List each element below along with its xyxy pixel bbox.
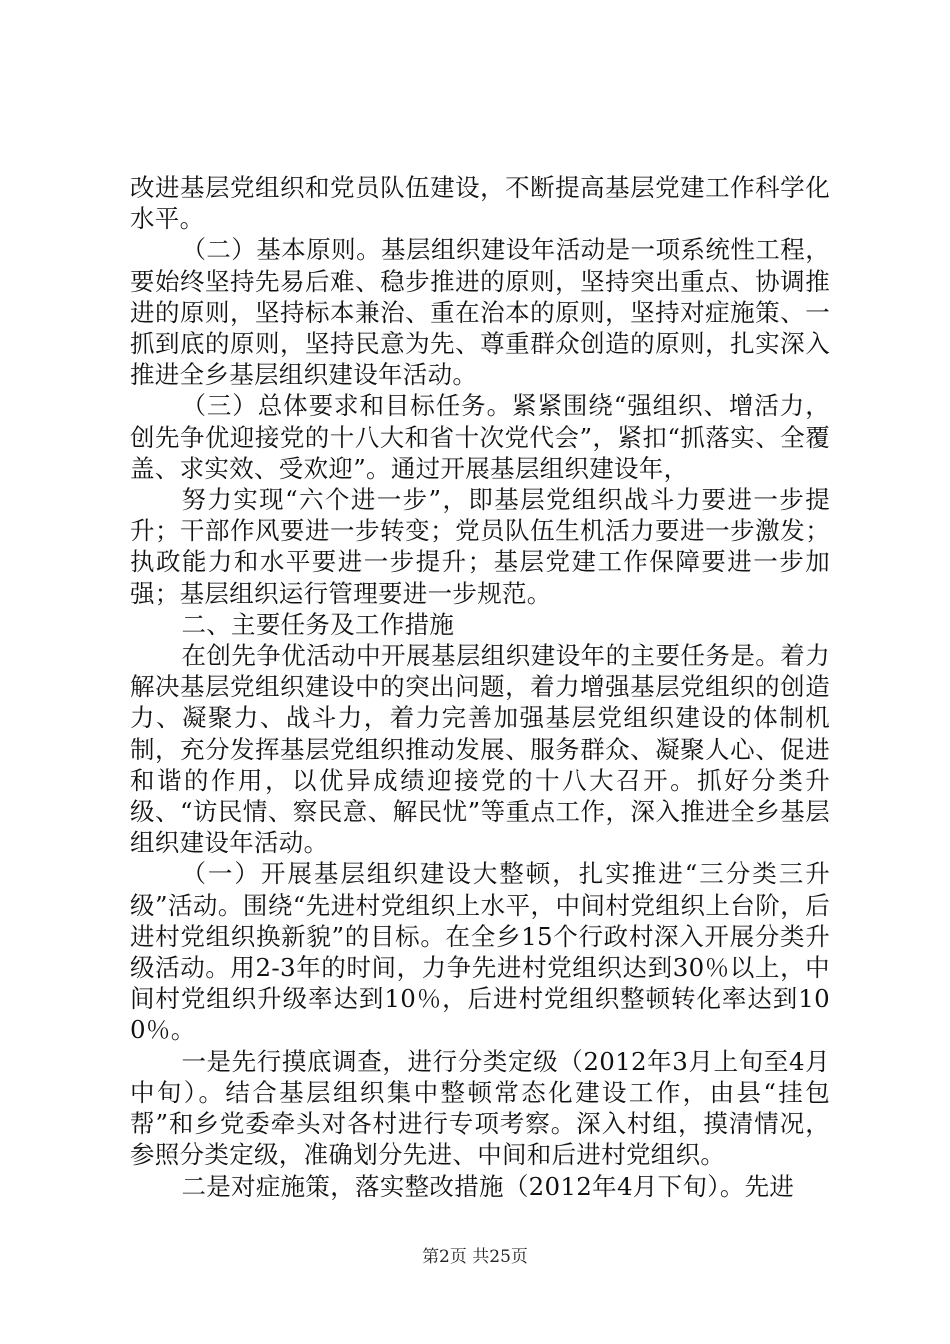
section-heading-main-tasks: 二、主要任务及工作措施 <box>181 609 455 639</box>
paragraph-continuation: 改进基层党组织和党员队伍建设，不断提高基层党建工作科学化水平。 <box>130 173 830 234</box>
paragraph-main-tasks: 在创先争优活动中开展基层组织建设年的主要任务是。着力解决基层党组织建设中的突出问题，着力增强基层党组织的创造力、凝聚力、战斗力，着力完善加强基层党组织建设的体制机制，充分发挥基层党组织推动发展、服务群众、凝聚人心、促进和谐的作用，以优异成绩迎接党的十八大召开。抓好分类升级、“访民情、察民意、解民忧”等重点工作，深入推进全乡基层组织建设年活动。 <box>130 641 830 858</box>
document-body <box>130 172 830 1202</box>
paragraph-survey-step: 一是先行摸底调查，进行分类定级（2012年3月上旬至4月中旬）。结合基层组织集中整顿常态化建设工作，由县“挂包帮”和乡党委牵头对各村进行专项考察。深入村组，摸清情况，参照分类定级，准确划分先进、中间和后进村党组织。 <box>130 1046 831 1170</box>
page-number-footer: 第2页 共25页 <box>422 1247 528 1267</box>
paragraph-basic-principles: （二）基本原则。基层组织建设年活动是一项系统性工程，要始终坚持先易后难、稳步推进的原则，坚持突出重点、协调推进的原则，坚持标本兼治、重在治本的原则，坚持对症施策、一抓到底的原则，坚持民意为先、尊重群众创造的原则，扎实深入推进全乡基层组织建设年活动。 <box>130 235 830 390</box>
paragraph-measures-step: 二是对症施策，落实整改措施（2012年4月下旬）。先进 <box>181 1171 795 1201</box>
paragraph-rectification: （一）开展基层组织建设大整顿，扎实推进“三分类三升级”活动。围绕“先进村党组织上水平，中间村党组织上台阶，后进村党组织换新貌”的目标。在全乡15个行政村深入开展分类升级活动。用2-3年的时间，力争先进村党组织达到30％以上，中间村党组织升级率达到10％，后进村党组织整顿转化率达到100％。 <box>130 859 830 1045</box>
paragraph-six-improvements: 努力实现“六个进一步”，即基层党组织战斗力要进一步提升；干部作风要进一步转变；党员队伍生机活力要进一步激发；执政能力和水平要进一步提升；基层党建工作保障要进一步加强；基层组织运行管理要进一步规范。 <box>130 485 830 608</box>
paragraph-overall-requirements: （三）总体要求和目标任务。紧紧围绕“强组织、增活力，创先争优迎接党的十八大和省十次党代会”，紧扣“抓落实、全覆盖、求实效、受欢迎”。通过开展基层组织建设年， <box>130 391 830 483</box>
